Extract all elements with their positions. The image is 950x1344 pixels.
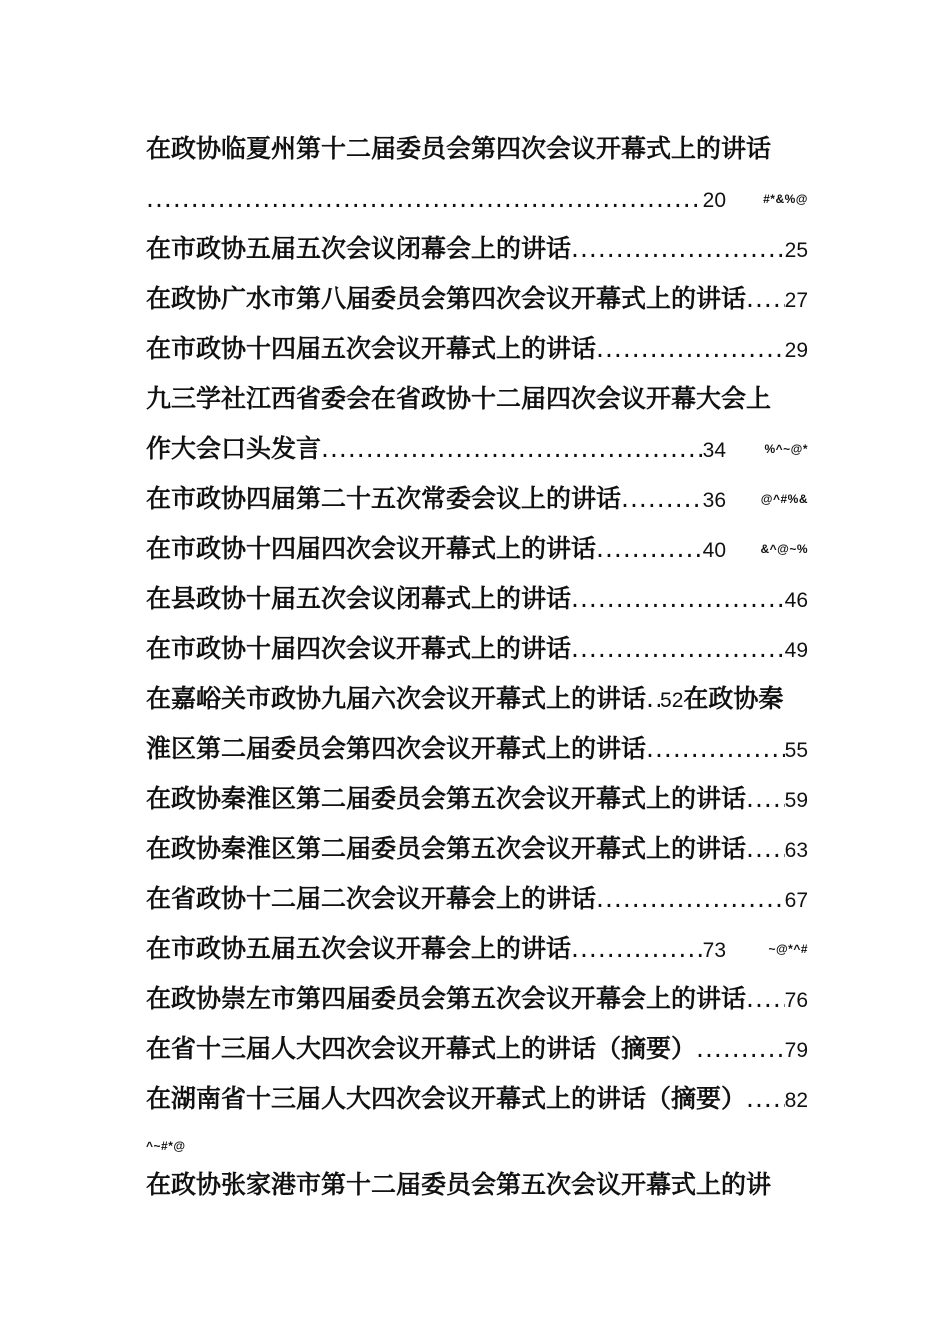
leader-dots (746, 1074, 785, 1124)
leader-dots (571, 224, 785, 274)
toc-page-number: 76 (784, 989, 808, 1012)
toc-line (146, 774, 808, 824)
toc-title: 淮区第二届委员会第四次会议开幕式上的讲话 (146, 734, 647, 763)
toc-title: 在政协广水市第八届委员会第四次会议开幕式上的讲话 (146, 284, 747, 313)
toc-line (146, 874, 808, 924)
toc-title: 在市政协五届五次会议闭幕会上的讲话 (146, 234, 572, 263)
toc-page-number: 59 (784, 789, 808, 812)
toc-line (146, 824, 808, 874)
toc-title: 九三学社江西省委会在省政协十二届四次会议开幕大会上 (146, 384, 772, 413)
toc-line (146, 974, 808, 1024)
toc-line (146, 1024, 808, 1074)
toc-line (146, 574, 808, 624)
toc-title: 在省政协十二届二次会议开幕会上的讲话 (146, 884, 597, 913)
leader-dots (571, 924, 703, 974)
toc-title: 在市政协十四届五次会议开幕式上的讲话 (146, 334, 597, 363)
toc-title: 在市政协四届第二十五次常委会议上的讲话 (146, 484, 622, 513)
toc-line (146, 674, 808, 724)
toc-title: 在政协秦淮区第二届委员会第五次会议开幕式上的讲话 (146, 834, 747, 863)
toc-line (146, 374, 808, 424)
toc-title: 在市政协十届四次会议开幕式上的讲话 (146, 634, 572, 663)
toc-line (146, 1074, 808, 1124)
leader-dots (746, 824, 785, 874)
toc-continuation: 在政协秦 (683, 684, 784, 713)
leader-dots (571, 624, 785, 674)
toc-title: 在湖南省十三届人大四次会议开幕式上的讲话（摘要） (146, 1084, 747, 1113)
leader-dots (571, 574, 785, 624)
toc-line (146, 524, 808, 574)
toc-page-number: 36 (702, 489, 726, 512)
leader-dots (596, 324, 785, 374)
toc-title: 在县政协十届五次会议闭幕式上的讲话 (146, 584, 572, 613)
toc-line (146, 124, 808, 174)
toc-page-number: 29 (784, 339, 808, 362)
toc-line (146, 624, 808, 674)
leader-dots (621, 474, 703, 524)
toc-line (146, 1124, 808, 1160)
toc-title: 在嘉峪关市政协九届六次会议开幕式上的讲话 (146, 684, 647, 713)
toc-line (146, 174, 808, 224)
toc-page-number: 67 (784, 889, 808, 912)
leader-dots (596, 524, 703, 574)
toc-page-number: 34 (702, 439, 726, 462)
toc-page-number: 49 (784, 639, 808, 662)
toc-title: 在市政协五届五次会议开幕会上的讲话 (146, 934, 572, 963)
toc-title: 在政协秦淮区第二届委员会第五次会议开幕式上的讲话 (146, 784, 747, 813)
toc-line (146, 424, 808, 474)
garbled-symbols: &^@~% (760, 542, 808, 556)
leader-dots (646, 674, 660, 724)
leader-dots (596, 874, 785, 924)
toc-line (146, 274, 808, 324)
toc-line (146, 324, 808, 374)
leader-dots (146, 174, 703, 224)
garbled-symbols: ~@*^# (768, 942, 808, 956)
table-of-contents (146, 124, 808, 1210)
toc-page-number: 52 (660, 689, 684, 712)
leader-dots (646, 724, 785, 774)
toc-line (146, 1160, 808, 1210)
leader-dots (746, 274, 785, 324)
toc-title: 在政协崇左市第四届委员会第五次会议开幕会上的讲话 (146, 984, 747, 1013)
toc-line (146, 724, 808, 774)
toc-title: 在市政协十四届四次会议开幕式上的讲话 (146, 534, 597, 563)
leader-dots (696, 1024, 785, 1074)
leader-dots (321, 424, 703, 474)
toc-title: 在政协临夏州第十二届委员会第四次会议开幕式上的讲话 (146, 134, 772, 163)
garbled-symbols: @^#%& (760, 492, 808, 506)
toc-line (146, 224, 808, 274)
toc-title: 在政协张家港市第十二届委员会第五次会议开幕式上的讲 (146, 1170, 772, 1199)
toc-page-number: 27 (784, 289, 808, 312)
garbled-symbols: #*&%@ (763, 192, 808, 206)
toc-line (146, 474, 808, 524)
toc-page-number: 73 (702, 939, 726, 962)
toc-page-number: 55 (784, 739, 808, 762)
toc-title: 作大会口头发言 (146, 434, 322, 463)
toc-line (146, 924, 808, 974)
toc-title: 在省十三届人大四次会议开幕式上的讲话（摘要） (146, 1034, 697, 1063)
toc-page-number: 25 (784, 239, 808, 262)
garbled-symbols: %^~@* (764, 442, 808, 456)
toc-page-number: 20 (702, 189, 726, 212)
toc-page-number: 40 (702, 539, 726, 562)
leader-dots (746, 774, 785, 824)
leader-dots (746, 974, 785, 1024)
toc-page-number: 79 (784, 1039, 808, 1062)
garbled-symbols: ^~#*@ (146, 1139, 186, 1153)
toc-page-number: 82 (784, 1089, 808, 1112)
toc-page-number: 63 (784, 839, 808, 862)
toc-page-number: 46 (784, 589, 808, 612)
